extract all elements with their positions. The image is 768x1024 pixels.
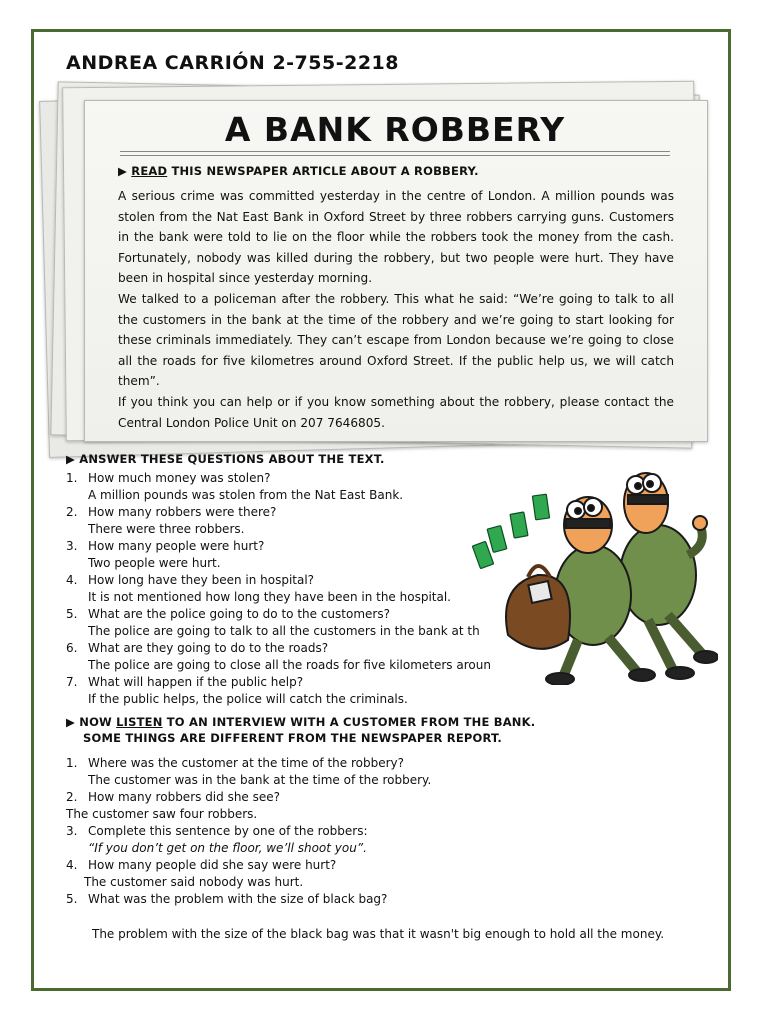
reading-questions bbox=[66, 470, 491, 708]
question-text: How many people did she say were hurt? bbox=[88, 858, 337, 872]
question-text: How many robbers did she see? bbox=[88, 790, 281, 804]
question-number: 1. bbox=[66, 471, 78, 485]
question-number: 5. bbox=[66, 607, 78, 621]
listen-instruction bbox=[66, 714, 535, 746]
question-text: What are they going to do to the roads? bbox=[88, 641, 329, 655]
question-item bbox=[66, 891, 431, 908]
question-item bbox=[66, 470, 491, 504]
question-text: What are the police going to do to the customers? bbox=[88, 607, 390, 621]
answer-text: There were three robbers. bbox=[88, 522, 245, 536]
question-item bbox=[66, 538, 491, 572]
question-item bbox=[66, 755, 431, 789]
bullet-icon: ▶ bbox=[66, 452, 76, 466]
question-text: How many robbers were there? bbox=[88, 505, 277, 519]
question-text: How long have they been in hospital? bbox=[88, 573, 315, 587]
newspaper-article bbox=[118, 186, 674, 433]
question-item bbox=[66, 823, 431, 857]
question-text: What will happen if the public help? bbox=[88, 675, 304, 689]
answer-text: The police are going to close all the roads for five kilometers aroun bbox=[88, 658, 491, 672]
question-number: 2. bbox=[66, 790, 78, 804]
article-paragraph: We talked to a policeman after the robbery. This what he said: “We’re going to talk to all the customers in the bank at the time of the robbery and we’re going to start looking for these criminals immediately. They can’t escape from London because we’re going to close all the roads for five kilometres around Oxford Street. If the public help us, we will catch them”. bbox=[118, 291, 674, 389]
question-number: 4. bbox=[66, 858, 78, 872]
robber-figure bbox=[620, 473, 718, 679]
robbers-illustration bbox=[468, 455, 718, 685]
listening-questions bbox=[66, 755, 431, 908]
bullet-icon: ▶ bbox=[118, 164, 128, 178]
instruction-text: NOW bbox=[75, 715, 117, 729]
question-text: Complete this sentence by one of the robbers: bbox=[88, 824, 368, 838]
question-number: 6. bbox=[66, 641, 78, 655]
answer-text: “If you don’t get on the floor, we’ll shoot you”. bbox=[88, 841, 367, 855]
question-number: 1. bbox=[66, 756, 78, 770]
question-text: How much money was stolen? bbox=[88, 471, 271, 485]
question-item bbox=[66, 674, 491, 708]
question-number: 3. bbox=[66, 824, 78, 838]
question-item bbox=[66, 640, 491, 674]
answer-text: The customer was in the bank at the time of the robbery. bbox=[88, 773, 432, 787]
answer-text: A million pounds was stolen from the Nat East Bank. bbox=[88, 488, 404, 502]
answer-text: The police are going to talk to all the customers in the bank at th bbox=[88, 624, 480, 638]
answer-text: Two people were hurt. bbox=[88, 556, 221, 570]
question-number: 5. bbox=[66, 892, 78, 906]
read-instruction bbox=[118, 164, 479, 178]
questions-instruction bbox=[66, 452, 385, 466]
question-item bbox=[66, 789, 431, 823]
title-rule bbox=[120, 151, 670, 152]
answer-text: The customer saw four robbers. bbox=[66, 807, 258, 821]
question-text: What was the problem with the size of black bag? bbox=[88, 892, 388, 906]
question-number: 4. bbox=[66, 573, 78, 587]
instruction-keyword: LISTEN bbox=[116, 715, 163, 729]
article-paragraph: If you think you can help or if you know something about the robbery, please contact the Central London Police Unit on 207 7646805. bbox=[118, 394, 674, 430]
question-number: 3. bbox=[66, 539, 78, 553]
page-title: A BANK ROBBERY bbox=[224, 110, 566, 149]
instruction-text: SOME THINGS ARE DIFFERENT FROM THE NEWSPAPER REPORT. bbox=[83, 731, 502, 745]
student-name: ANDREA CARRIÓN 2-755-2218 bbox=[66, 52, 399, 74]
instruction-text: THIS NEWSPAPER ARTICLE ABOUT A ROBBERY. bbox=[167, 164, 479, 178]
bullet-icon: ▶ bbox=[66, 715, 76, 729]
question-number: 2. bbox=[66, 505, 78, 519]
question-item bbox=[66, 572, 491, 606]
question-item bbox=[66, 606, 491, 640]
answer-text: The problem with the size of the black bag was that it wasn't big enough to hold all the money. bbox=[92, 927, 665, 941]
instruction-text: ANSWER THESE QUESTIONS ABOUT THE TEXT. bbox=[75, 452, 385, 466]
instruction-keyword: READ bbox=[131, 164, 168, 178]
question-text: Where was the customer at the time of the robbery? bbox=[88, 756, 405, 770]
answer-text: It is not mentioned how long they have been in the hospital. bbox=[88, 590, 451, 604]
instruction-text: TO AN INTERVIEW WITH A CUSTOMER FROM THE BANK. bbox=[162, 715, 536, 729]
question-item bbox=[66, 504, 491, 538]
answer-text: If the public helps, the police will catch the criminals. bbox=[88, 692, 408, 706]
question-text: How many people were hurt? bbox=[88, 539, 265, 553]
title-rule bbox=[120, 155, 670, 156]
question-number: 7. bbox=[66, 675, 78, 689]
money-icon bbox=[472, 494, 549, 569]
question-item bbox=[66, 857, 431, 891]
answer-text: The customer said nobody was hurt. bbox=[84, 875, 304, 889]
article-paragraph: A serious crime was committed yesterday in the centre of London. A million pounds was stolen from the Nat East Bank in Oxford Street by three robbers carrying guns. Customers in the bank were told to lie on the floor while the robbers took the money from the cash. Fortunately, nobody was killed during the robbery, but two people were hurt. They have been in hospital since yesterday morning. bbox=[118, 189, 674, 286]
